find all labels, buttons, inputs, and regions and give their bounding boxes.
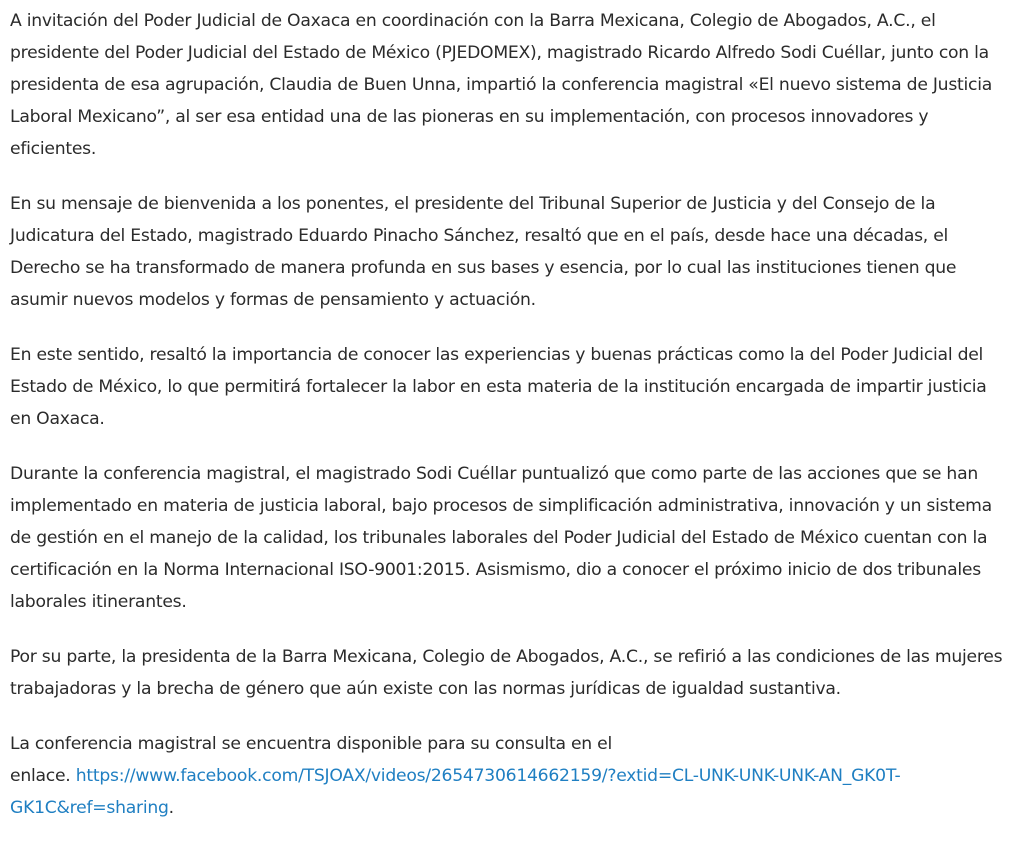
closing-prefix: enlace. xyxy=(10,766,71,786)
paragraph-closing xyxy=(10,728,1010,824)
paragraph-bar-president: Por su parte, la presidenta de la Barra Mexicana, Colegio de Abogados, A.C., se refirió a las condiciones de las mujeres trabajadoras y la brecha de género que aún existe con las normas jurídicas de igualdad sustantiva. xyxy=(10,647,1003,699)
paragraph-welcome-message: En su mensaje de bienvenida a los ponentes, el presidente del Tribunal Superior de Justicia y del Consejo de la Judicatura del Estado, magistrado Eduardo Pinacho Sánchez, resaltó que en el país, desde hace una décadas, el Derecho se ha transformado de manera profunda en sus bases y esencia, por lo cual las instituciones tienen que asumir nuevos modelos y formas de pensamiento y actuación. xyxy=(10,194,957,310)
closing-line-1: La conferencia magistral se encuentra disponible para su consulta en el xyxy=(10,734,613,754)
paragraph-invitation: A invitación del Poder Judicial de Oaxaca en coordinación con la Barra Mexicana, Colegio de Abogados, A.C., el presidente del Poder Judicial del Estado de México (PJEDOMEX), magistrado Ricardo Alfredo Sodi Cuéllar, junto con la presidenta de esa agrupación, Claudia de Buen Unna, impartió la conferencia magistral «El nuevo sistema de Justicia Laboral Mexicano”, al ser esa entidad una de las pioneras en su implementación, con procesos innovadores y eficientes. xyxy=(10,11,993,159)
closing-suffix: . xyxy=(168,798,174,818)
paragraph-conference-details: Durante la conferencia magistral, el magistrado Sodi Cuéllar puntualizó que como parte de las acciones que se han implementado en materia de justicia laboral, bajo procesos de simplificación administrativa, innovación y un sistema de gestión en el manejo de la calidad, los tribunales laborales del Poder Judicial del Estado de México cuentan con la certificación en la Norma Internacional ISO-9001:2015. Asismismo, dio a conocer el próximo inicio de dos tribunales laborales itinerantes. xyxy=(10,464,992,612)
facebook-video-link[interactable]: https://www.facebook.com/TSJOAX/videos/2654730614662159/?extid=CL-UNK-UNK-UNK-AN_GK0T-GK1C&ref=sharing xyxy=(10,766,901,818)
article-body xyxy=(10,5,1010,824)
paragraph-best-practices: En este sentido, resaltó la importancia de conocer las experiencias y buenas prácticas como la del Poder Judicial del Estado de México, lo que permitirá fortalecer la labor en esta materia de la institución encargada de impartir justicia en Oaxaca. xyxy=(10,345,987,429)
